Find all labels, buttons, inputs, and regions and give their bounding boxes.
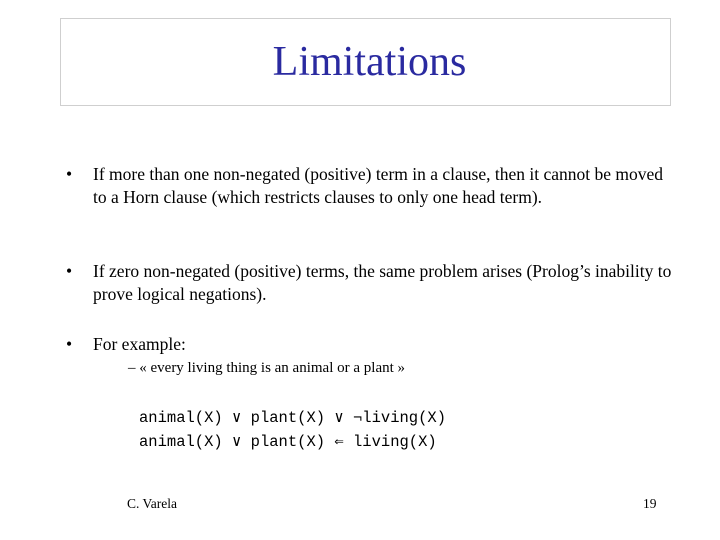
footer-author: C. Varela [127,496,177,511]
code-line: animal(X) ∨ plant(X) ∨ ¬living(X) [139,409,447,427]
bullet-item [66,163,676,208]
bullet-icon: • [66,164,73,184]
title-box [60,18,671,106]
page-number: 19 [643,496,657,511]
bullet-text: For example: [93,334,186,354]
bullet-text: If more than one non-negated (positive) term in a clause, then it cannot be moved to a Horn clause (which restricts clauses to only one head term). [93,164,664,207]
bullet-icon: • [66,334,73,354]
bullet-text: If zero non-negated (positive) terms, the same problem arises (Prolog’s inability to prove logical negations). [93,261,672,304]
bullet-item [66,333,676,356]
sub-bullet-text: – « every living thing is an animal or a plant » [128,360,406,376]
slide-title: Limitations [272,39,467,85]
bullet-icon: • [66,261,73,281]
bullet-item [66,260,676,305]
code-line: animal(X) ∨ plant(X) ⇐ living(X) [139,433,437,451]
